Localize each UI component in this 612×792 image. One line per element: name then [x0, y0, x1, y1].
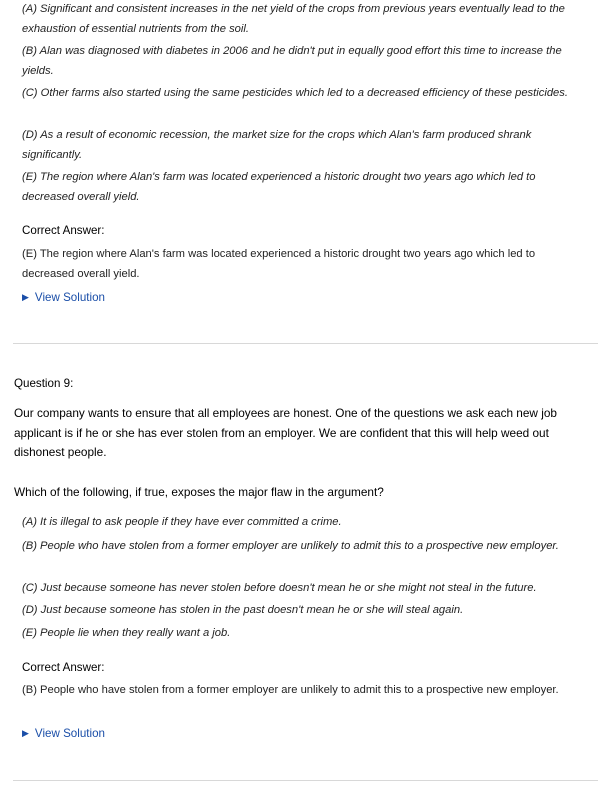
- q9-option-e: (E) People lie when they really want a job.: [22, 627, 231, 639]
- q8-correct-answer-label: Correct Answer:: [22, 224, 105, 237]
- question-9-heading: Question 9:: [14, 377, 74, 390]
- q9-correct-answer: (B) People who have stolen from a former employer are unlikely to admit this to a prospective new employer.: [22, 684, 559, 696]
- q8-option-c: (C) Other farms also started using the same pesticides which led to a decreased efficiency of these pesticides.: [22, 87, 568, 99]
- q8-option-b: (B) Alan was diagnosed with diabetes in 2006 and he didn't put in equally good effort this time to increase the yields.: [22, 45, 562, 77]
- q9-option-c: (C) Just because someone has never stolen before doesn't mean he or she might not steal in the future.: [22, 582, 537, 594]
- q9-stem: Our company wants to ensure that all employees are honest. One of the questions we ask each new job applicant is if he or she has ever stolen from an employer. We are confident that this will help weed out dishonest people.: [14, 406, 557, 459]
- q8-option-d: (D) As a result of economic recession, the market size for the crops which Alan's farm produced shrank significantly.: [22, 129, 532, 161]
- triangle-right-icon: ▶: [22, 292, 29, 302]
- q9-view-solution-label: View Solution: [34, 727, 105, 740]
- q9-option-d: (D) Just because someone has stolen in the past doesn't mean he or she will steal again.: [22, 604, 464, 616]
- triangle-right-icon: ▶: [22, 728, 29, 738]
- divider: [13, 343, 598, 344]
- q9-option-b: (B) People who have stolen from a former employer are unlikely to admit this to a prospective new employer.: [22, 540, 559, 552]
- q9-prompt: Which of the following, if true, exposes the major flaw in the argument?: [14, 485, 384, 499]
- q9-correct-answer-label: Correct Answer:: [22, 661, 105, 674]
- q8-correct-answer: (E) The region where Alan's farm was located experienced a historic drought two years ago which led to decreased overall yield.: [22, 248, 536, 280]
- q8-view-solution-link[interactable]: [22, 289, 105, 306]
- q8-view-solution-label: View Solution: [34, 291, 105, 304]
- q9-view-solution-link[interactable]: [22, 725, 105, 742]
- divider: [13, 780, 598, 781]
- q9-option-a: (A) It is illegal to ask people if they have ever committed a crime.: [22, 516, 342, 528]
- q8-option-a: (A) Significant and consistent increases in the net yield of the crops from previous years eventually lead to the exhaustion of essential nutrients from the soil.: [22, 3, 565, 35]
- q8-option-e: (E) The region where Alan's farm was located experienced a historic drought two years ago which led to decreased overall yield.: [22, 171, 536, 203]
